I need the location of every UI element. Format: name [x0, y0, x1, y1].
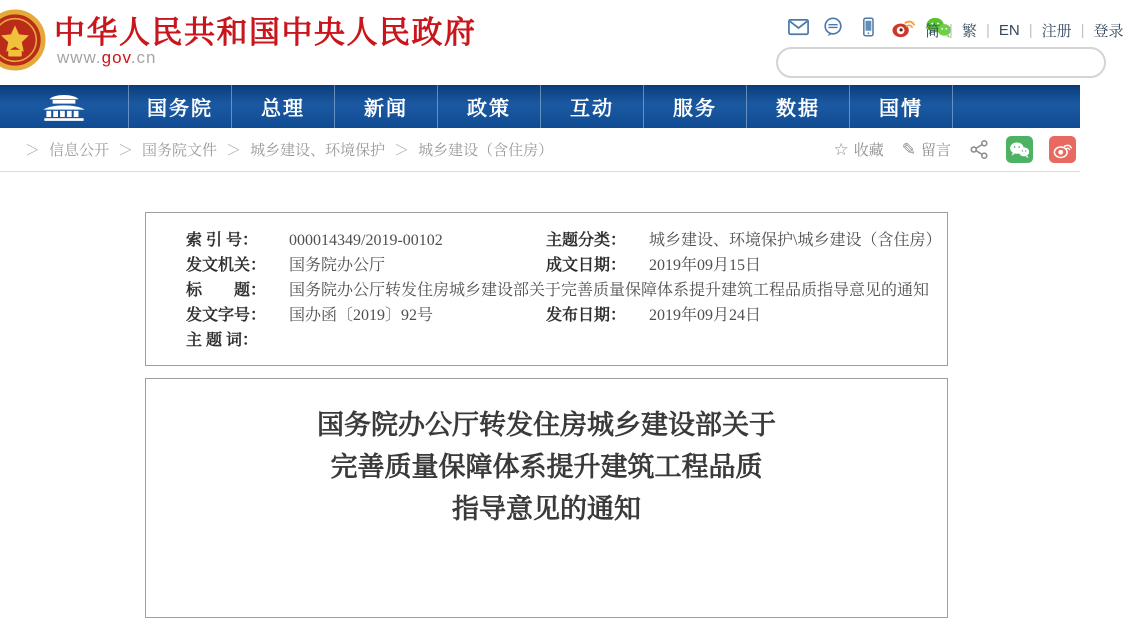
written-date-label: 成文日期： [546, 257, 627, 274]
doc-number-label: 发文字号： [186, 307, 267, 324]
mail-icon[interactable] [786, 15, 810, 39]
breadcrumb-bar: ＞ 信息公开 ＞ 国务院文件 ＞ 城乡建设、环境保护 ＞ 城乡建设（含住房） ☆ 收藏 ✎ 留言 [0, 128, 1080, 172]
keywords-label: 主 题 词： [186, 332, 259, 349]
index-number-value: 000014349/2019-00102 [289, 232, 443, 249]
weibo-share-button[interactable] [1049, 136, 1076, 163]
publish-date-value: 2019年09月24日 [649, 307, 762, 324]
index-number-label: 索 引 号： [186, 232, 259, 249]
login-link[interactable]: 登录 [1093, 23, 1124, 40]
breadcrumb-urban-env[interactable]: 城乡建设、环境保护 [250, 142, 386, 159]
weibo-share-icon [1053, 141, 1073, 159]
document-title-line-3: 指导意见的通知 [452, 494, 641, 524]
document-meta-table [145, 212, 948, 366]
site-title: 中华人民共和国中央人民政府 [54, 15, 477, 50]
star-icon: ☆ [833, 139, 849, 159]
nav-tab-news[interactable]: 新闻 [335, 85, 438, 128]
nav-home-tab[interactable] [0, 85, 129, 128]
share-icon [969, 139, 990, 160]
category-value: 城乡建设、环境保护\城乡建设（含住房） [649, 232, 942, 249]
nav-filler [953, 85, 1080, 128]
table-row [186, 303, 929, 328]
nav-tab-state-council[interactable]: 国务院 [129, 85, 232, 128]
issuing-agency-label: 发文机关： [186, 257, 267, 274]
document-title-line-1: 国务院办公厅转发住房城乡建设部关于 [317, 410, 776, 440]
lang-traditional[interactable]: 繁 [961, 23, 977, 40]
wechat-share-icon [1009, 141, 1030, 159]
main-nav [0, 85, 1080, 128]
message-icon[interactable] [821, 15, 845, 39]
pencil-icon: ✎ [901, 139, 916, 159]
written-date-value: 2019年09月15日 [649, 257, 762, 274]
weibo-icon[interactable] [891, 15, 915, 39]
table-row [186, 328, 929, 353]
title-label: 标 题： [186, 282, 267, 299]
share-button[interactable] [969, 139, 990, 160]
table-row [186, 253, 929, 278]
favorite-button[interactable]: ☆ 收藏 [833, 139, 884, 159]
table-row [186, 278, 929, 303]
nav-tab-data[interactable]: 数据 [747, 85, 850, 128]
doc-number-value: 国办函〔2019〕92号 [289, 307, 434, 324]
document-body-box [145, 378, 948, 618]
document-title-line-2: 完善质量保障体系提升建筑工程品质 [330, 452, 763, 482]
nav-tab-policy[interactable]: 政策 [438, 85, 541, 128]
page-actions [823, 136, 1070, 163]
wechat-share-button[interactable] [1006, 136, 1033, 163]
search-box[interactable] [776, 47, 1106, 78]
register-link[interactable]: 注册 [1041, 23, 1072, 40]
breadcrumb-urban-housing[interactable]: 城乡建设（含住房） [418, 142, 554, 159]
lang-english[interactable]: EN [998, 22, 1020, 39]
site-url[interactable]: www.gov.cn [57, 48, 157, 67]
breadcrumb-info-disclosure[interactable]: 信息公开 [49, 142, 110, 159]
search-input[interactable] [778, 49, 1104, 76]
language-links: 简 | 繁 | EN | 注册 | 登录 [925, 22, 1124, 40]
category-label: 主题分类： [546, 232, 627, 249]
breadcrumb-state-council-docs[interactable]: 国务院文件 [142, 142, 218, 159]
lang-simplified[interactable]: 简 [925, 23, 941, 40]
site-header [0, 0, 1124, 85]
nav-tab-country[interactable]: 国情 [850, 85, 953, 128]
nav-tab-premier[interactable]: 总理 [232, 85, 335, 128]
publish-date-label: 发布日期： [546, 307, 627, 324]
nav-tab-services[interactable]: 服务 [644, 85, 747, 128]
tiananmen-icon [39, 91, 89, 122]
nav-tab-interaction[interactable]: 互动 [541, 85, 644, 128]
issuing-agency-value: 国务院办公厅 [289, 257, 386, 274]
title-value: 国务院办公厅转发住房城乡建设部关于完善质量保障体系提升建筑工程品质指导意见的通知 [289, 282, 930, 299]
mobile-icon[interactable] [856, 15, 880, 39]
table-row [186, 228, 942, 253]
comment-button[interactable]: ✎ 留言 [901, 139, 951, 159]
national-emblem-icon [0, 9, 46, 71]
